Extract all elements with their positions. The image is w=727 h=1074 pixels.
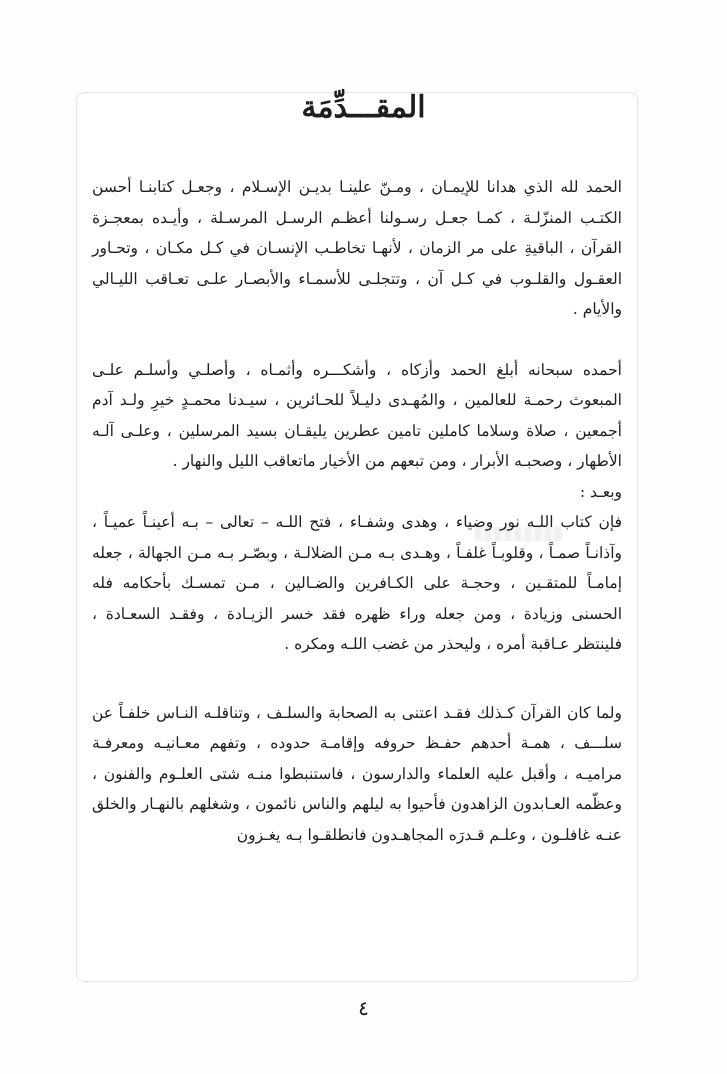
- page-title: المقـــدِّمَة: [301, 90, 426, 125]
- body-text: [92, 172, 622, 850]
- paragraph-quran-light: فإن كتاب اللـه نور وضياء ، وهدى وشفـاء ، فتح اللـه – تعالى – بـه أعينـاً عميـاً ، وآذانـاً صمـاً ، وقلوبـاً غلفـاً ، وهـدى بـه مـن الضلالـة ، وبصّـر بـه مـن الجهالة ، جعله إمامـاً للمتقـين ، وحجـة على الكـافرين والضـالين ، مـن تمسـك بأحكامه فله الحسنى وزيادة ، ومن جعله وراء ظهره فقد خسر الزيـادة ، وفقـد السعـادة ، فلينتظر عـاقبة أمره ، وليحذر من غضب اللـه ومكره .: [92, 513, 622, 653]
- paragraph-salutation: أحمده سبحانه أبلغ الحمد وأزكاه ، وأشكـــره وأثمـاه ، وأصلـي وأسلـم علـى المبعوث رحمـة للعالمين ، والمُهـدى دليـلاً للحـائرين ، سيـدنا محمـدٍ خيرِ ولـد آدم أجمعين ، صلاة وسلاما كاملين تامين عطرين يليقـان بسيد المرسلين ، وعلـى آلـه الأطهار ، وصحبـه الأبرار ، ومن تبعهم من الأخيار ماتعاقب الليل والنهار .: [92, 360, 622, 470]
- paragraph-praise: الحمد لله الذي هدانا للإيمـان ، ومـنّ علينـا بديـن الإسـلام ، وجعـل كتابنـا أحسن الكتـب المنزّلـة ، كمـا جعـل رسـولنا أعظـم الرسـل المرسـلة ، وأيـده بمعجـزة القرآن ، الباقيةِ على مر الزمان ، لأنهـا تخاطـب الإنسـان في كـل مكـان ، وتحـاور العقـول والقلـوب في كـل آن ، وتتجلـى للأسمـاء والأبصـار علـى تعـاقب الليـالي والأيام .: [92, 178, 622, 318]
- page-number: ٤: [358, 996, 369, 1020]
- transition-label: وبعـد :: [579, 482, 622, 501]
- paragraph-companions: ولما كان القرآن كـذلك فقـد اعتنى به الصحابة والسلـف ، وتناقلـه النـاس خلفـاً عن سلـــف ، همـة أحدهم حفـظ حروفه وإقامـة حدوده ، وتفهم معـانيـه ومعرفـة مراميـه ، وأقبل عليه العلماء والدارسون ، فاستنبطوا منـه شتى العلـوم والفنون ، وعظّمه العـابدون الزاهدون فأحيوا به ليلهم والناس نائمون ، وشغلهم بالنهـار والخلق عنـه غافلـون ، وعلـم قـدرَه المجاهـدون فانطلقـوا بـه يغـزون: [92, 703, 622, 844]
